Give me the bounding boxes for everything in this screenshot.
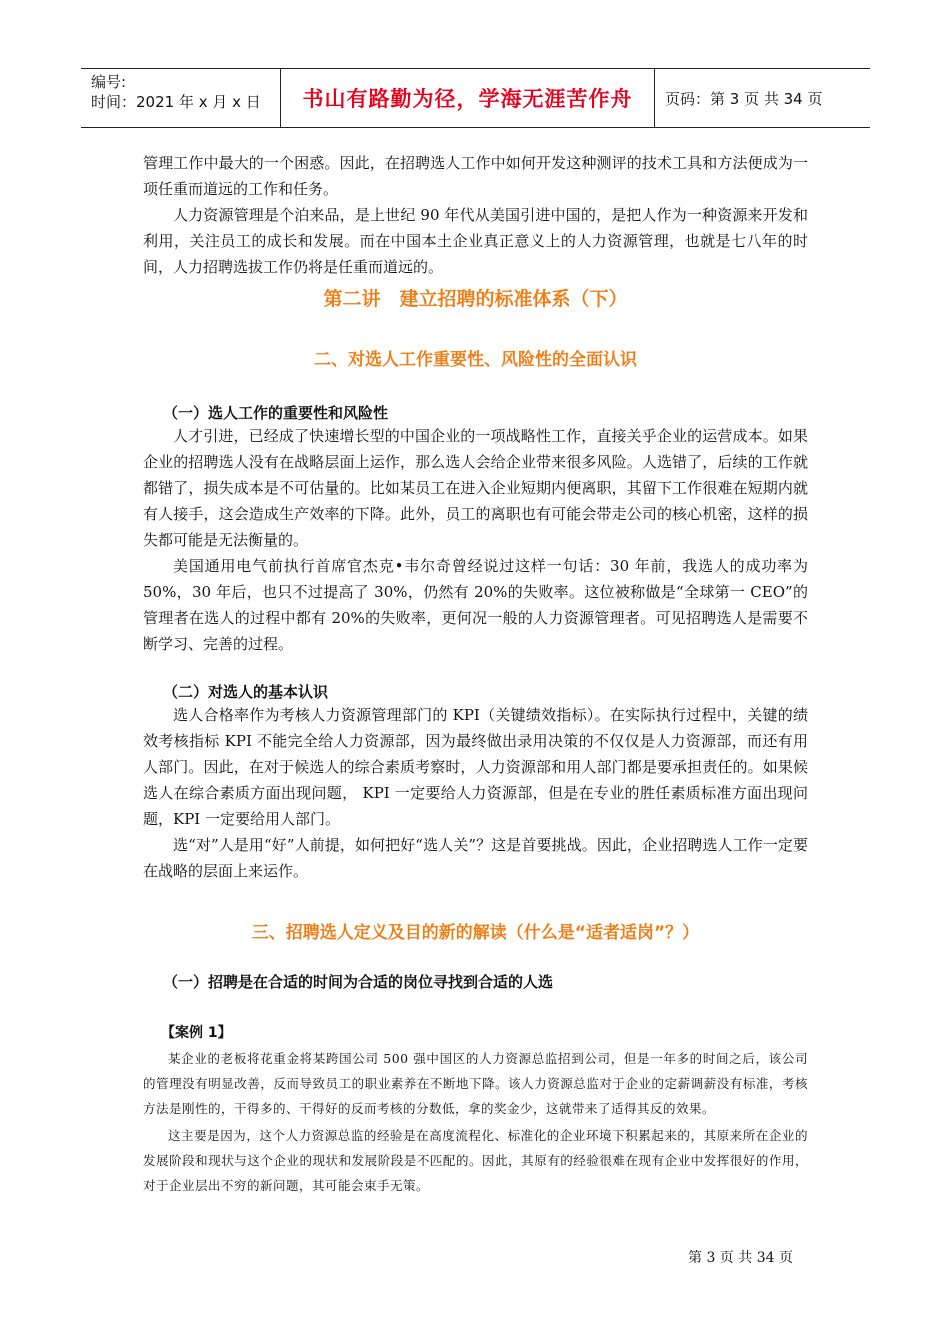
paragraph: 选“对”人是用“好”人前提，如何把好“选人关”？这是首要挑战。因此，企业招聘选人工作一定要在战略的层面上来运作。 <box>143 836 808 880</box>
paragraph: 美国通用电气前执行首席官杰克•韦尔奇曾经说过这样一句话：30 年前，我选人的成功率为 50%，30 年后，也只不过提高了 30%，仍然有 20%的失败率。这位被称做是“全球第一 CEO”的管理者在选人的过程中都有 20%的失败率，更何况一般的人力资源管理者。可见招聘选人是需要不断学习、完善的过程。 <box>143 557 808 653</box>
header-motto: 书山有路勤为径，学海无涯苦作舟 <box>281 69 655 127</box>
document-body <box>143 150 808 1198</box>
header-page-number: 页码：第 3 页 共 34 页 <box>665 89 823 108</box>
document-number-label: 编号: <box>91 73 127 91</box>
section-title: 三、招聘选人定义及目的新的解读（什么是“适者适岗”？） <box>251 923 700 943</box>
paragraph: 管理工作中最大的一个困惑。因此，在招聘选人工作中如何开发这种测评的技术工具和方法便成为一项任重而道远的工作和任务。 <box>143 154 808 198</box>
header-meta <box>81 69 281 127</box>
case-label: 【案例 1】 <box>161 1025 232 1041</box>
subsection-title: （一）选人工作的重要性和风险性 <box>163 404 389 422</box>
case-paragraph: 某企业的老板将花重金将某跨国公司 500 强中国区的人力资源总监招到公司，但是一年多的时间之后，该公司的管理没有明显改善，反而导致员工的职业素养在不断地下降。该人力资源总监对于企业的定薪调薪没有标准，考核方法是刚性的，干得多的、干得好的反而考核的分数低，拿的奖金少，这就带来了适得其反的效果。 <box>143 1051 808 1116</box>
subsection-title: （一）招聘是在合适的时间为合适的岗位寻找到合适的人选 <box>163 973 554 991</box>
page-header <box>81 68 870 128</box>
paragraph: 选人合格率作为考核人力资源管理部门的 KPI（关键绩效指标）。在实际执行过程中，关键的绩效考核指标 KPI 不能完全给人力资源部，因为最终做出录用决策的不仅仅是人力资源部，而还有用人部门。因此，在对于候选人的综合素质考察时，人力资源部和用人部门都是要承担责任的。如果候选人在综合素质方面出现问题， KPI 一定要给人力资源部，但是在专业的胜任素质标准方面出现问题，KPI 一定要给用人部门。 <box>143 706 808 828</box>
section-title: 二、对选人工作重要性、风险性的全面认识 <box>314 350 637 370</box>
document-date: 时间：2021 年 x 月 x 日 <box>91 93 261 111</box>
lecture-title: 第二讲 建立招聘的标准体系（下） <box>323 288 628 310</box>
page-footer: 第 3 页 共 34 页 <box>688 1250 793 1266</box>
paragraph: 人才引进，已经成了快速增长型的中国企业的一项战略性工作，直接关乎企业的运营成本。如果企业的招聘选人没有在战略层面上运作，那么选人会给企业带来很多风险。人选错了，后续的工作就都错了，损失成本是不可估量的。比如某员工在进入企业短期内便离职，其留下工作很难在短期内就有人接手，这会造成生产效率的下降。此外，员工的离职也有可能会带走公司的核心机密，这样的损失都可能是无法衡量的。 <box>143 427 808 549</box>
case-paragraph: 这主要是因为，这个人力资源总监的经验是在高度流程化、标准化的企业环境下积累起来的，其原来所在企业的发展阶段和现状与这个企业的现状和发展阶段是不匹配的。因此，其原有的经验很难在现有企业中发挥很好的作用，对于企业层出不穷的新问题，其可能会束手无策。 <box>143 1128 808 1193</box>
subsection-title: （二）对选人的基本认识 <box>163 683 329 701</box>
paragraph: 人力资源管理是个泊来品，是上世纪 90 年代从美国引进中国的，是把人作为一种资源来开发和利用，关注员工的成长和发展。而在中国本土企业真正意义上的人力资源管理，也就是七八年的时间，人力招聘选拔工作仍将是任重而道远的。 <box>143 206 808 276</box>
